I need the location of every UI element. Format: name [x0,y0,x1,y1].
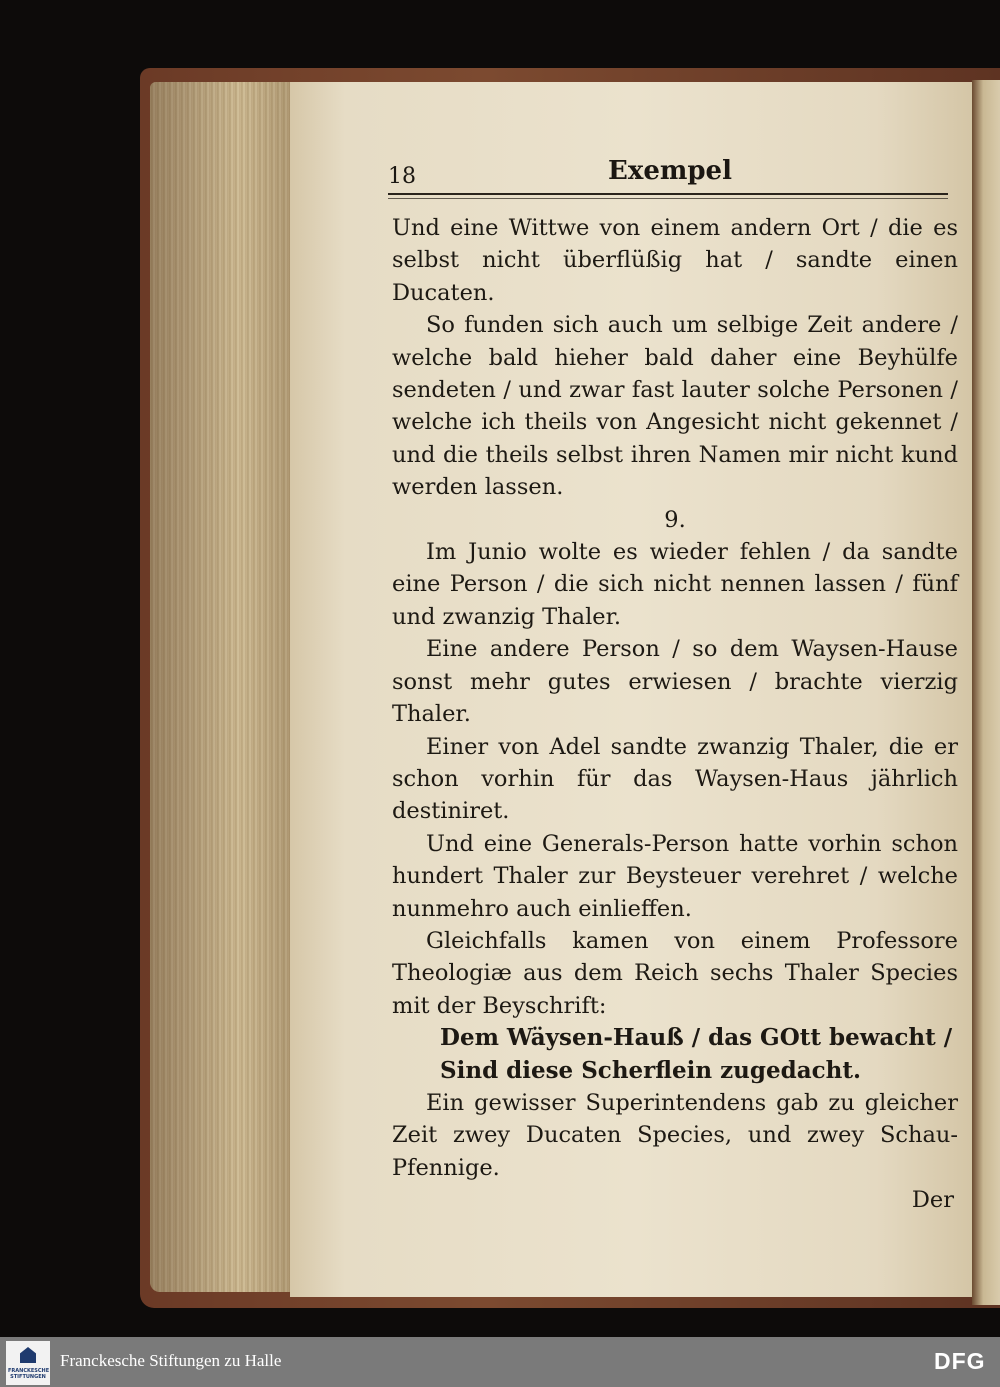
dfg-logo[interactable]: DFG [934,1348,986,1374]
page-number: 18 [388,164,416,189]
paragraph: Gleichfalls kamen von einem Professore Theologiæ aus dem Reich sechs Thaler Species mit der Beyschrift: [392,927,958,1019]
paragraph: So funden sich auch um selbige Zeit andere / welche bald hieher bald daher eine Beyhülfe sendeten / und zwar fast lauter solche Personen / welche ich theils von Angesicht nicht gekennet / und die theils selbst ihren Namen mir nicht kund werden lassen. [392,312,958,501]
paragraph: Und eine Generals-Person hatte vorhin schon hundert Thaler zur Beysteuer verehret / welche nunmehro auch einlieffen. [392,830,958,922]
paragraph: Im Junio wolte es wieder fehlen / da sandte eine Person / die sich nicht nennen lassen / fünf und zwanzig Thaler. [392,539,958,630]
paragraph: Und eine Wittwe von einem andern Ort / die es selbst nicht überflüßig hat / sandte einen Ducaten. [392,215,958,306]
paragraph: Ein gewisser Superintendens gab zu gleicher Zeit zwey Ducaten Species, und zwey Schau-Pfennige. [392,1089,958,1181]
section-number: 9. [664,506,686,533]
page-text [392,212,958,1217]
franckesche-logo[interactable] [6,1341,50,1385]
facing-page-edge [972,80,1000,1305]
logo-text: FRANCKESCHE STIFTUNGEN [8,1368,50,1380]
house-icon [20,1347,36,1363]
verse-line: Dem Wäysen-Hauß / das GOtt bewacht / [440,1024,953,1052]
running-title: Exempel [608,156,732,186]
verse-line: Sind diese Scherflein zugedacht. [440,1056,861,1084]
paragraph: Eine andere Person / so dem Waysen-Hause sonst mehr gutes erwiesen / brachte vierzig Thaler. [392,636,958,728]
header-rule [388,193,948,195]
institution-name: Franckesche Stiftungen zu Halle [60,1351,282,1370]
catchword: Der [911,1187,954,1214]
header-rule-thin [388,198,948,199]
paragraph: Einer von Adel sandte zwanzig Thaler, die er schon vorhin für das Waysen-Haus jährlich destiniret. [392,733,958,825]
page-edges-shade [150,82,300,1292]
